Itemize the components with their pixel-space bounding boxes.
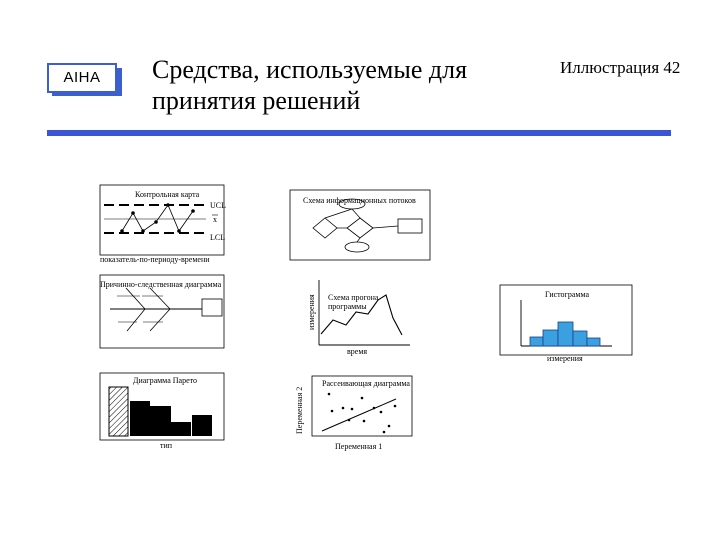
pareto-bar-hatched	[109, 387, 128, 436]
run-chart-xlabel: время	[347, 347, 368, 356]
pareto-bar	[192, 415, 212, 436]
scatter-point	[380, 411, 383, 414]
scatter-point	[394, 405, 397, 408]
pareto-bar	[130, 401, 150, 436]
flow-edge	[373, 226, 398, 228]
scatter-title: Рассеивающая диаграмма	[322, 379, 410, 388]
scatter-point	[348, 419, 351, 422]
flow-decision-right	[347, 218, 373, 238]
fishbone-rib	[126, 288, 145, 309]
histogram-bar	[530, 337, 543, 346]
run-chart-title-2: программы	[328, 302, 367, 311]
mean-label: x	[213, 215, 217, 224]
fishbone-rib	[150, 288, 170, 309]
scatter-point	[383, 431, 386, 434]
flow-decision-left	[313, 218, 337, 238]
lcl-label: LCL	[210, 233, 226, 242]
logo-text: AIHA	[47, 63, 117, 93]
histogram-bar	[543, 330, 558, 346]
ucl-label: UCL	[210, 201, 226, 210]
scatter-point	[331, 410, 334, 413]
control-point	[177, 229, 181, 233]
flow-edge	[357, 238, 360, 242]
fishbone-title: Причинно-следственная диаграмма	[100, 280, 222, 289]
scatter-ylabel: Переменная 2	[295, 386, 304, 434]
scatter-panel	[295, 376, 412, 451]
scatter-point	[373, 407, 376, 410]
title-line-1: Средства, используемые для	[152, 55, 468, 84]
scatter-trend-line	[322, 399, 396, 431]
scatter-point	[328, 393, 331, 396]
control-series	[122, 205, 193, 231]
control-chart-title: Контрольная карта	[135, 190, 200, 199]
control-point	[191, 209, 195, 213]
control-chart-panel	[100, 185, 226, 264]
scatter-point	[361, 397, 364, 400]
pareto-xlabel: тип	[160, 441, 173, 450]
control-point	[166, 203, 170, 207]
control-point	[154, 220, 158, 224]
control-point	[120, 229, 124, 233]
histogram-title: Гистограмма	[545, 290, 589, 299]
scatter-point	[351, 408, 354, 411]
pareto-bar	[171, 422, 191, 436]
flow-process-box	[398, 219, 422, 233]
scatter-point	[363, 420, 366, 423]
scatter-point	[388, 425, 391, 428]
histogram-bar	[587, 338, 600, 346]
run-chart-ylabel: измерения	[307, 294, 316, 330]
pareto-title: Диаграмма Парето	[133, 376, 198, 385]
histogram-bar	[573, 331, 587, 346]
pareto-bar	[150, 406, 171, 436]
scatter-xlabel: Переменная 1	[335, 442, 383, 451]
histogram-xlabel: измерения	[547, 354, 583, 363]
scatter-point	[342, 407, 345, 410]
fishbone-rib	[150, 309, 170, 331]
flow-edge	[352, 209, 360, 218]
histogram-panel	[500, 285, 632, 363]
control-point	[141, 229, 145, 233]
flow-end-node	[345, 242, 369, 252]
flowchart-panel	[290, 190, 430, 260]
fishbone-head	[202, 299, 222, 316]
control-point	[131, 211, 135, 215]
pareto-panel	[100, 373, 224, 450]
flowchart-title: Схема информационных потоков	[303, 196, 416, 205]
control-chart-caption: показатель-по-периоду-времени	[100, 255, 210, 264]
run-chart-panel	[307, 280, 410, 356]
title-line-2: принятия решений	[152, 86, 361, 115]
fishbone-rib	[127, 309, 145, 331]
flow-edge	[325, 209, 352, 218]
run-chart-title-1: Схема прогона	[328, 293, 379, 302]
fishbone-panel	[100, 275, 224, 348]
histogram-bar	[558, 322, 573, 346]
illustration-label: Иллюстрация 42	[560, 58, 681, 77]
